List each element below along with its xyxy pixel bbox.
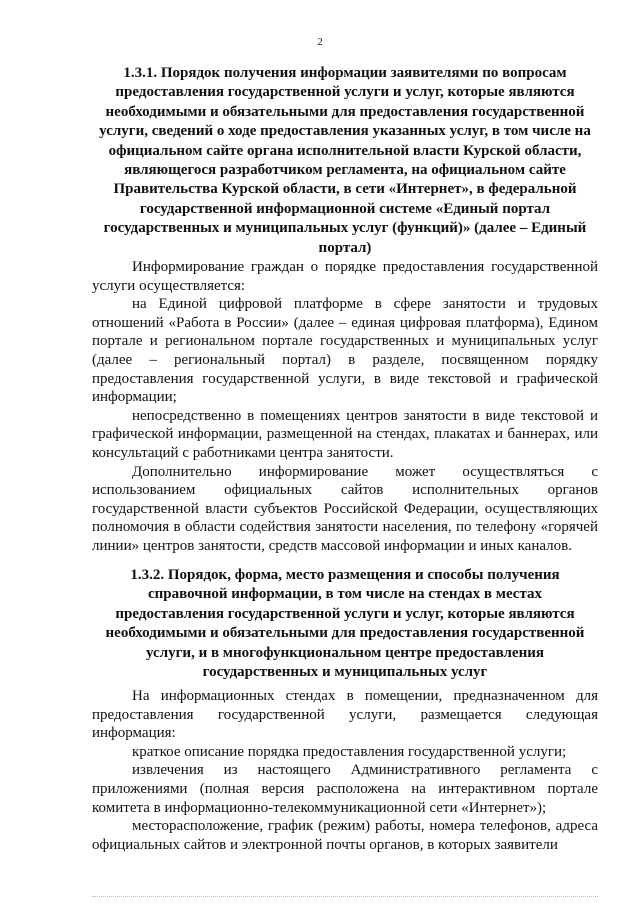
paragraph: Информирование граждан о порядке предоставления государственной услуги осуществляется: [92, 259, 598, 294]
paragraph: краткое описание порядка предоставления государственной услуги; [132, 743, 567, 760]
section-1-heading: 1.3.1. Порядок получения информации заявителями по вопросам предоставления государственной услуги и услуг, которые являются необходимыми и обязательными для предоставления государственной услуги, сведений о ходе предоставления указанных услуг, в том числе на официальном сайте органа исполнительной власти Курской области, являющегося разработчиком регламента, на официальном сайте Правительства Курской области, в сети «Интернет», в федеральной государственной информационной системе «Единый портал государственных и муниципальных услуг (функций)» (далее – Единый портал) [99, 65, 591, 256]
page-number: 2 [317, 36, 323, 48]
page-bottom-edge [92, 896, 598, 897]
paragraph: месторасположение, график (режим) работы, номера телефонов, адреса официальных сайтов и электронной почты органов, в которых заявители [92, 818, 598, 853]
section-2-body [92, 687, 598, 854]
paragraph: извлечения из настоящего Административного регламента с приложениями (полная версия расположена на интерактивном портале комитета в информационно-телекоммуникационной сети «Интернет»); [92, 762, 598, 816]
section-1-body [92, 258, 598, 556]
paragraph: непосредственно в помещениях центров занятости в виде текстовой и графической информации, размещенной на стендах, плакатах и баннерах, или консультаций с работниками центра занятости. [92, 407, 598, 461]
section-2-heading: 1.3.2. Порядок, форма, место размещения и способы получения справочной информации, в том числе на стендах в местах предоставления государственной услуги и услуг, которые являются необходимыми и обязательными для предоставления государственной услуги, и в многофункциональном центре предоставления государственных и муниципальных услуг [105, 567, 585, 681]
paragraph: на Единой цифровой платформе в сфере занятости и трудовых отношений «Работа в России» (далее – единая цифровая платформа), Едином портале и региональном портале государственных и муниципальных услуг (далее – региональный портал) в разделе, посвященном порядку предоставления государственной услуги, в виде текстовой и графической информации; [92, 296, 598, 406]
paragraph: Дополнительно информирование может осуществляться с использованием официальных сайтов исполнительных органов государственной власти субъектов Российской Федерации, осуществляющих полномочия в области содействия занятости населения, по телефону «горячей линии» центров занятости, средств массовой информации и иных каналов. [92, 463, 598, 554]
paragraph: На информационных стендах в помещении, предназначенном для предоставления государственной услуги, размещается следующая информация: [92, 688, 598, 742]
